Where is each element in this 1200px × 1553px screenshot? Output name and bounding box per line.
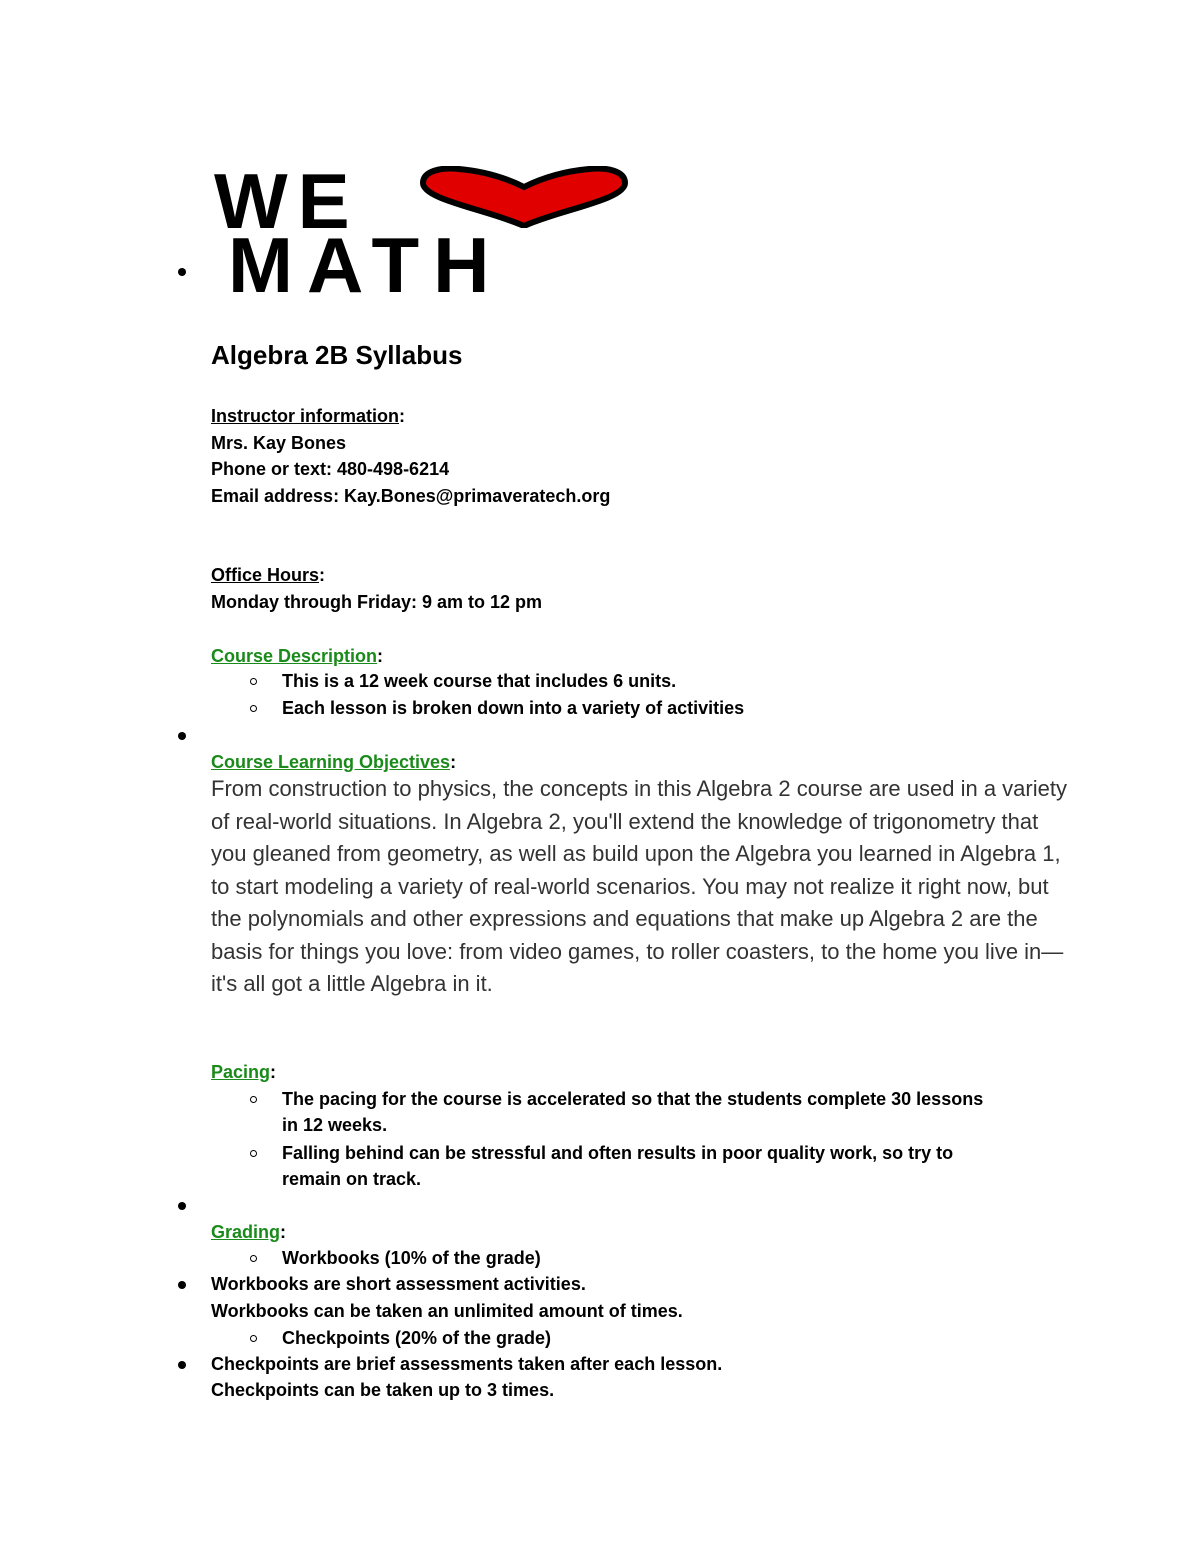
list-item-line: remain on track. — [282, 1169, 422, 1189]
list-bullet — [250, 1150, 257, 1157]
list-item: This is a 12 week course that includes 6 units. — [282, 671, 677, 691]
instructor-email: Email address: Kay.Bones@primaveratech.org — [211, 486, 611, 506]
workbooks-line1: Workbooks are short assessment activities. — [211, 1274, 586, 1294]
list-bullet — [178, 1202, 186, 1210]
course-description-heading: Course Description: — [211, 646, 384, 666]
list-bullet — [178, 1361, 186, 1369]
list-bullet — [178, 1281, 186, 1289]
workbooks-label: Workbooks (10% of the grade) — [282, 1248, 541, 1268]
list-bullet — [250, 678, 257, 685]
page-title: Algebra 2B Syllabus — [211, 340, 463, 370]
list-bullet — [250, 1255, 257, 1262]
grading-heading-text: Grading — [211, 1222, 281, 1242]
office-hours-heading-text: Office Hours — [211, 565, 320, 585]
objectives-heading-text: Course Learning Objectives — [211, 752, 451, 772]
list-bullet — [250, 705, 257, 712]
office-hours-text: Monday through Friday: 9 am to 12 pm — [211, 592, 543, 612]
instructor-heading: Instructor information: — [211, 406, 405, 426]
logo-we: WE — [214, 157, 360, 245]
course-description-heading-text: Course Description — [211, 646, 378, 666]
workbooks-line2: Workbooks can be taken an unlimited amount of times. — [211, 1301, 683, 1321]
heart-icon — [419, 166, 629, 228]
logo-math: MATH — [228, 221, 504, 309]
list-bullet — [178, 732, 186, 740]
list-item — [282, 1140, 953, 1192]
list-item-line: Falling behind can be stressful and often results in poor quality work, so try to — [282, 1143, 954, 1163]
list-item — [282, 1086, 983, 1138]
checkpoints-line1: Checkpoints are brief assessments taken after each lesson. — [211, 1354, 723, 1374]
we-love-math-logo — [214, 157, 634, 309]
list-item-line: The pacing for the course is accelerated so that the students complete 30 lessons — [282, 1089, 984, 1109]
instructor-heading-text: Instructor information — [211, 406, 399, 426]
checkpoints-line2: Checkpoints can be taken up to 3 times. — [211, 1380, 555, 1400]
objectives-heading: Course Learning Objectives: — [211, 752, 457, 772]
list-bullet — [178, 268, 186, 276]
instructor-phone: Phone or text: 480-498-6214 — [211, 459, 450, 479]
list-bullet — [250, 1335, 257, 1342]
list-item: Each lesson is broken down into a variety of activities — [282, 698, 745, 718]
objectives-paragraph: From construction to physics, the concepts in this Algebra 2 course are used in a variety of real-world situations. In Algebra 2, you'll extend the knowledge of trigonometry that you gleaned from geometry, as well as build upon the Algebra you learned in Algebra 1, to start modeling a variety of real-world scenarios. You may not realize it right now, but the polynomials and other expressions and equations that make up Algebra 2 are the basis for things you love: from video games, to roller coasters, to the home you live in—it's all got a little Algebra in it. — [211, 776, 1067, 996]
checkpoints-label: Checkpoints (20% of the grade) — [282, 1328, 552, 1348]
grading-heading: Grading: — [211, 1222, 287, 1242]
list-item-line: in 12 weeks. — [282, 1115, 388, 1135]
pacing-heading: Pacing: — [211, 1062, 277, 1082]
office-hours-heading: Office Hours: — [211, 565, 326, 585]
instructor-name: Mrs. Kay Bones — [211, 433, 347, 453]
pacing-heading-text: Pacing — [211, 1062, 271, 1082]
list-bullet — [250, 1096, 257, 1103]
